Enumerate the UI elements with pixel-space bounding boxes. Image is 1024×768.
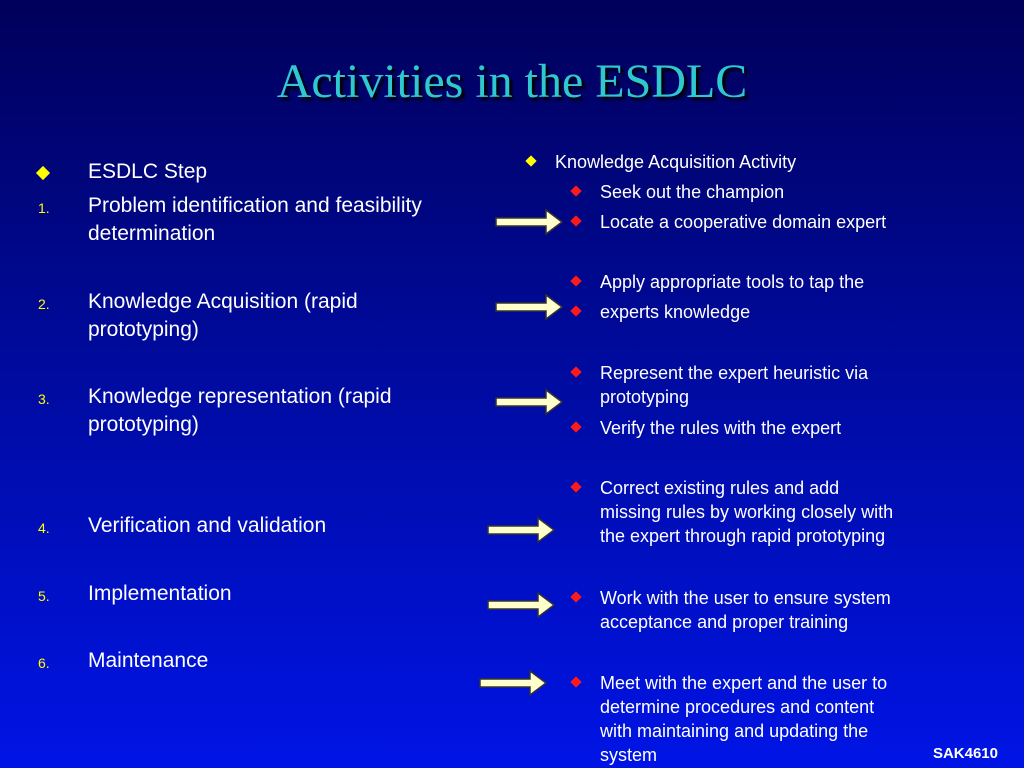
right-arrow-icon	[494, 292, 566, 322]
step-text: prototyping)	[88, 318, 199, 341]
right-arrow-icon	[486, 515, 558, 545]
step-text: determination	[88, 222, 216, 245]
activity-item: Seek out the champion	[600, 182, 785, 202]
diamond-bullet-icon	[570, 366, 581, 377]
step-number: 3.	[38, 391, 50, 407]
right-arrow-icon	[494, 207, 566, 237]
step-text: Verification and validation	[88, 514, 327, 537]
diamond-bullet-icon	[570, 305, 581, 316]
step-number: 2.	[38, 296, 50, 312]
slide-title: Activities in the ESDLC	[276, 55, 748, 108]
diamond-bullet-icon	[570, 215, 581, 226]
step-number: 6.	[38, 655, 50, 671]
activity-item: Represent the expert heuristic via	[600, 363, 869, 383]
step-number: 5.	[38, 588, 50, 604]
esdlc-step-heading: ESDLC Step	[88, 160, 208, 183]
activity-item: the expert through rapid prototyping	[600, 526, 886, 546]
diamond-bullet-icon	[570, 591, 581, 602]
diamond-bullet-icon	[36, 166, 50, 180]
diamond-bullet-icon	[570, 421, 581, 432]
right-arrow-icon	[478, 668, 550, 698]
activity-item: Verify the rules with the expert	[600, 418, 842, 438]
right-arrow-icon	[486, 590, 558, 620]
step-text: Maintenance	[88, 649, 209, 672]
diamond-bullet-icon	[570, 676, 581, 687]
activity-item: Locate a cooperative domain expert	[600, 212, 887, 232]
step-text: Implementation	[88, 582, 232, 605]
step-text: prototyping)	[88, 413, 199, 436]
activity-item: Correct existing rules and add	[600, 478, 840, 498]
activity-item: system	[600, 745, 658, 765]
activity-item: missing rules by working closely with	[600, 502, 894, 522]
step-text: Problem identification and feasibility	[88, 194, 422, 217]
step-text: Knowledge Acquisition (rapid	[88, 290, 358, 313]
step-number: 4.	[38, 520, 50, 536]
step-number: 1.	[38, 200, 50, 216]
diamond-bullet-icon	[570, 481, 581, 492]
activity-item: experts knowledge	[600, 302, 751, 322]
activity-item: prototyping	[600, 387, 690, 407]
activity-item: acceptance and proper training	[600, 612, 849, 632]
right-arrow-icon	[494, 387, 566, 417]
activity-item: Meet with the expert and the user to	[600, 673, 888, 693]
activity-item: Apply appropriate tools to tap the	[600, 272, 865, 292]
footer-code: SAK4610	[932, 745, 998, 762]
step-text: Knowledge representation (rapid	[88, 385, 392, 408]
activity-item: determine procedures and content	[600, 697, 875, 717]
activity-heading: Knowledge Acquisition Activity	[555, 152, 797, 172]
activity-item: Work with the user to ensure system	[600, 588, 891, 608]
activity-item: with maintaining and updating the	[600, 721, 869, 741]
diamond-bullet-icon	[525, 155, 536, 166]
diamond-bullet-icon	[570, 275, 581, 286]
diamond-bullet-icon	[570, 185, 581, 196]
